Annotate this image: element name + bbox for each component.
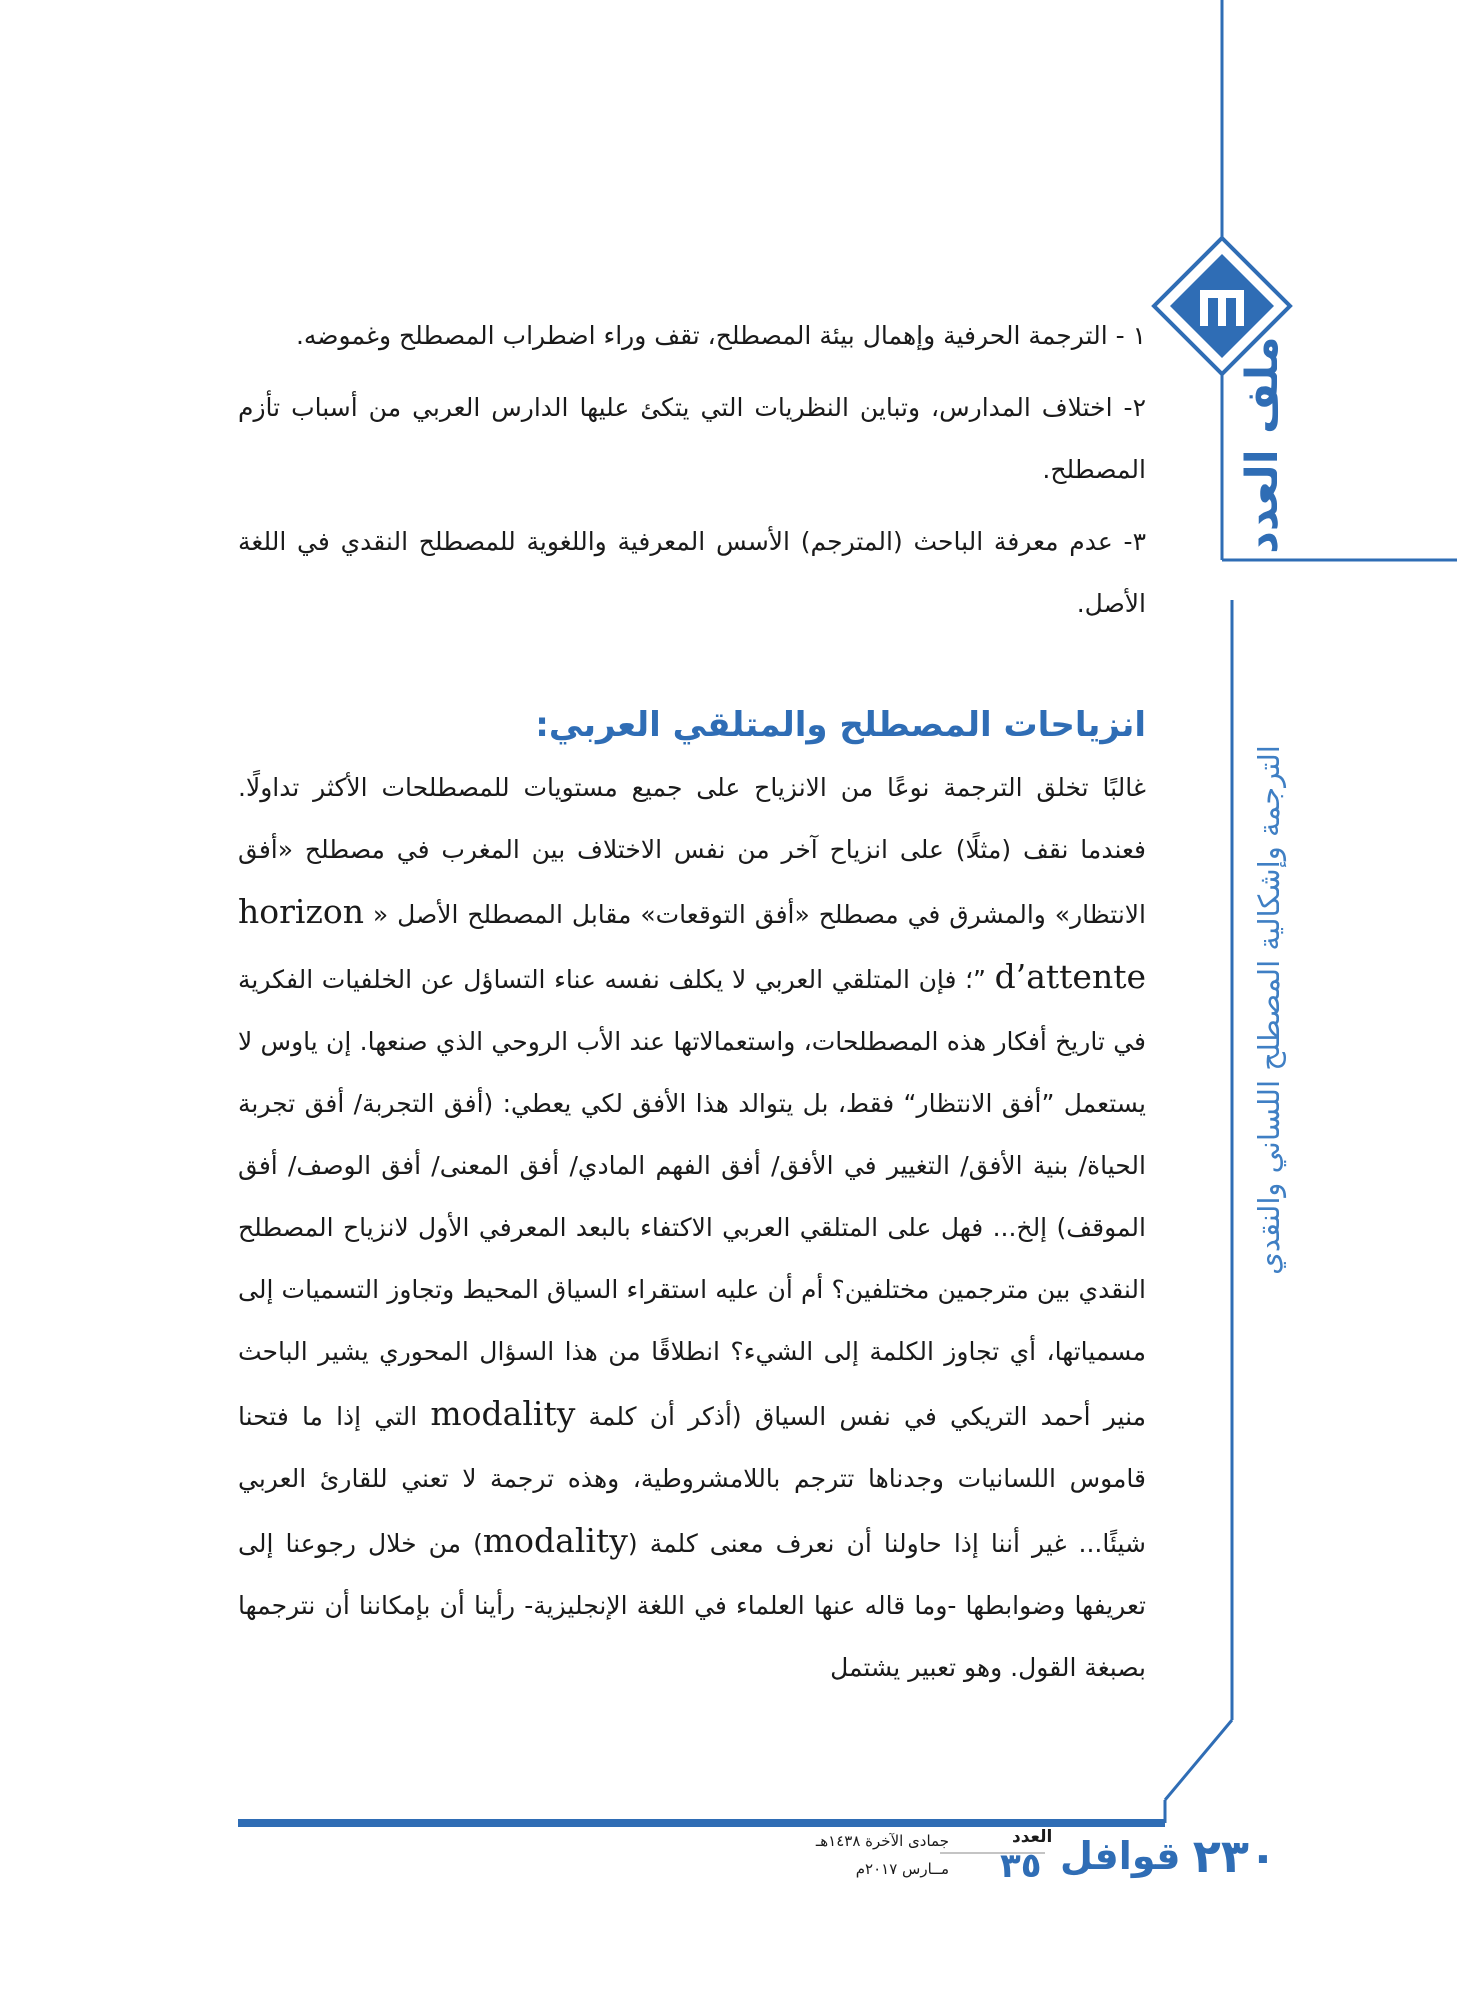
body-segment: التي إذا ما فتحنا قاموس اللسانيات وجدناها تترجم باللامشروطية، وهذه ترجمة لا تعني للقارئ العربي شيئًا... غير أننا إذا حاولنا أن نعرف معنى كلمة ( [238,1402,1147,1558]
page-number: ٢٣٠ [1192,1829,1277,1883]
body-segment: غالبًا تخلق الترجمة نوعًا من الانزياح على جميع مستويات للمصطلحات الأكثر تداولًا. فعندما نقف (مثلًا) على انزياح آخر من نفس الاختلاف بين المغرب في مصطلح «أفق الانتظار» والمشرق في مصطلح «أفق التوقعات» مقابل المصطلح الأصل « [238,773,1146,929]
date-hijri: جمادى الآخرة ١٤٣٨هـ [815,1832,949,1850]
latin-term: modality [430,1394,576,1433]
issue-label: العدد [1012,1827,1053,1847]
magazine-logo: قوافل [1060,1834,1181,1878]
body-segment: ) من خلال رجوعنا إلى تعريفها وضوابطها -وما قاله عنها العلماء في اللغة الإنجليزية- رأينا أن بإمكاننا أن نترجمها بصبغة القول. وهو تعبير يشتمل [238,1529,1146,1682]
list-item: ٢- اختلاف المدارس، وتباين النظريات التي يتكئ عليها الدارس العربي من أسباب تأزم المصطلح. [238,393,1146,484]
latin-term: horizon d’attente [238,892,1146,996]
body-segment: ”؛ فإن المتلقي العربي لا يكلف نفسه عناء التساؤل عن الخلفيات الفكرية في تاريخ أفكار هذه المصطلحات، واستعمالاتها عند الأب الروحي الذي صنعها. إن ياوس لا يستعمل ”أفق الانتظار“ فقط، بل يتوالد هذا الأفق لكي يعطي: (أفق التجربة/ أفق تجربة الحياة/ بنية الأفق/ التغيير في الأفق/ أفق الفهم المادي/ أفق المعنى/ أفق الوصف/ أفق الموقف) إلخ... فهل على المتلقي العربي الاكتفاء بالبعد المعرفي الأول لانزياح المصطلح النقدي بين مترجمين مختلفين؟ أم أن عليه استقراء السياق المحيط وتجاوز التسميات إلى مسمياتها، أي تجاوز الكلمة إلى الشيء؟ انطلاقًا من هذا السؤال المحوري يشير الباحث منير أحمد التريكي في نفس السياق (أذكر أن كلمة [238,965,1147,1431]
body-paragraph [238,757,1146,1699]
section-logo-label: ملف العدد [1237,336,1288,554]
frame-side-diagonal [1165,1720,1232,1800]
list-item: ١ - الترجمة الحرفية وإهمال بيئة المصطلح، تقف وراء اضطراب المصطلح وغموضه. [295,321,1146,350]
list-item: ٣- عدم معرفة الباحث (المترجم) الأسس المعرفية واللغوية للمصطلح النقدي في اللغة الأصل. [238,527,1146,618]
side-title: الترجمة وإشكالية المصطلح اللساني والنقدي [1252,745,1286,1275]
cause-list [238,305,1146,645]
issue-number: ٣٥ [1000,1846,1042,1886]
latin-term: modality [482,1521,628,1560]
section-heading: انزياحات المصطلح والمتلقي العربي: [535,705,1146,745]
date-gregorian: مــارس ٢٠١٧م [855,1860,949,1878]
body-text [238,757,1146,1699]
